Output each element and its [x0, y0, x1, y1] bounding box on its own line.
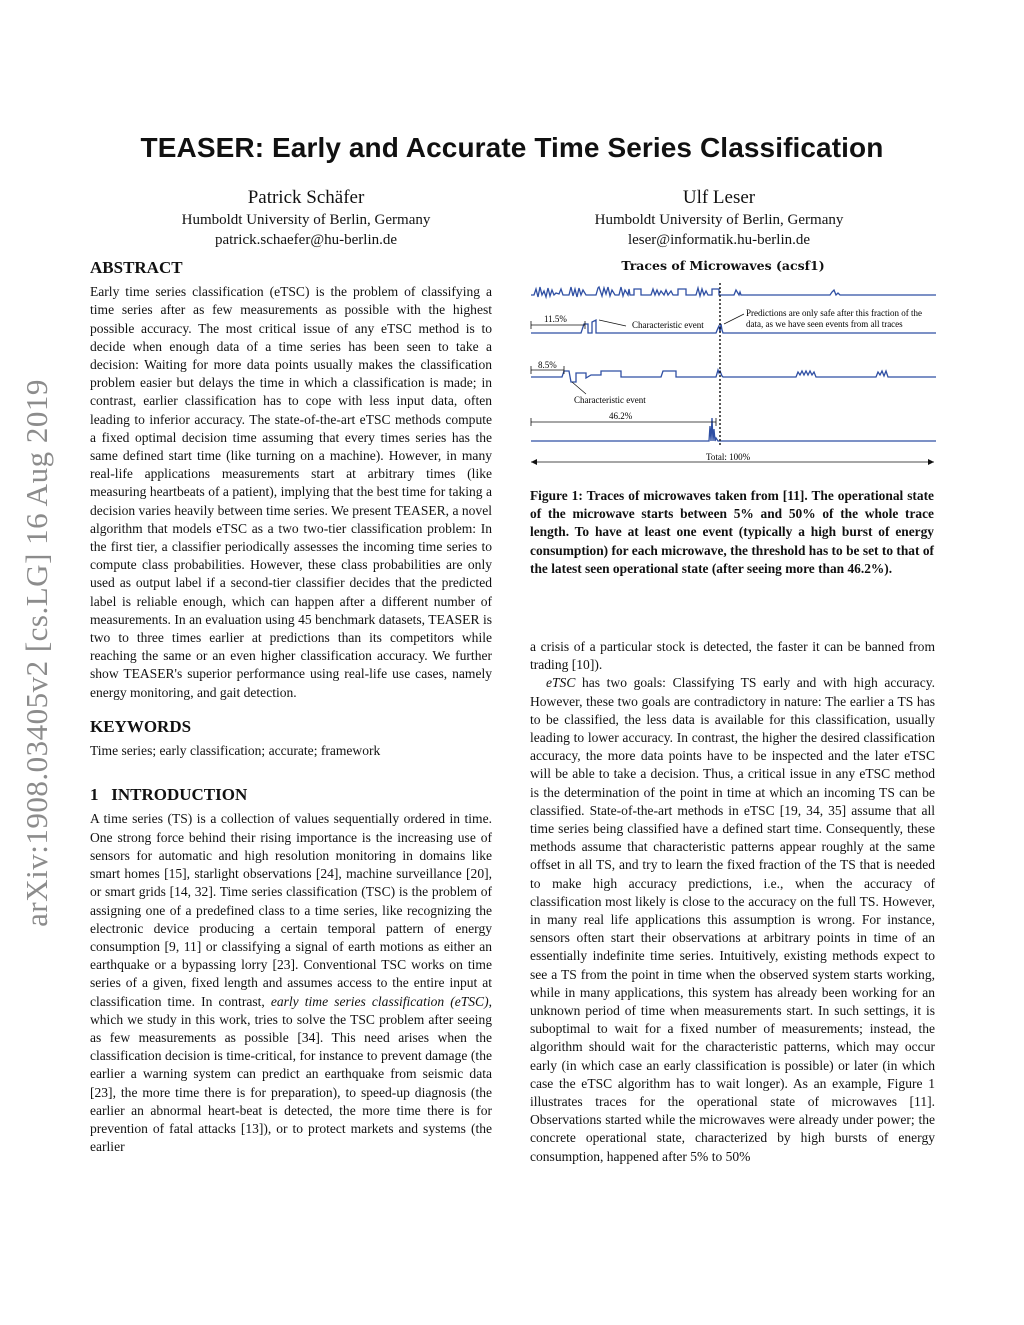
trace-3-line [531, 370, 936, 382]
arxiv-identifier: arXiv:1908.03405v2 [cs.LG] 16 Aug 2019 [19, 379, 54, 927]
char-event-arrow-1 [599, 320, 626, 326]
keywords-heading: KEYWORDS [90, 716, 192, 736]
introduction-heading: 1 INTRODUCTION [90, 785, 248, 805]
abstract-heading: ABSTRACT [90, 258, 183, 277]
trace-4-line [531, 418, 936, 441]
figure-caption: Figure 1: Traces of microwaves taken from [11]. The operational state of the microwave starts between 5% and 50% of the whole trace length. To have at least one event (typically a high burst of energy consumption) for each microwave, the threshold has to be set to that of the latest seen operational state (after seeing more than 46.2%). [530, 488, 934, 576]
char-event-arrow-2 [572, 382, 586, 394]
author-block-1 [116, 186, 496, 250]
introduction-paragraph-2 [530, 674, 935, 1165]
label-char-event-2: Characteristic event [574, 395, 646, 405]
author-block-2 [529, 186, 909, 250]
trace-1-line [531, 287, 936, 297]
intro-emphasis: early time series classification (eTSC) [270, 993, 489, 1009]
right-column [530, 638, 935, 1166]
etsc-emphasis: eTSC [546, 675, 576, 691]
arrow-left [531, 459, 537, 465]
author-affiliation: Humboldt University of Berlin, Germany [181, 212, 431, 228]
arrow-right [928, 459, 934, 465]
author-name: Patrick Schäfer [247, 187, 365, 208]
author-affiliation: Humboldt University of Berlin, Germany [594, 212, 844, 228]
introduction-paragraph-1 [90, 810, 492, 1156]
label-prediction-line2: data, as we have seen events from all traces [746, 319, 903, 329]
label-11-5: 11.5% [544, 314, 567, 324]
label-prediction-line1: Predictions are only safe after this fraction of the [746, 308, 922, 318]
author-email: patrick.schaefer@hu-berlin.de [214, 232, 398, 248]
left-column [90, 259, 492, 1156]
author-email: leser@informatik.hu-berlin.de [627, 232, 811, 248]
intro-text-part: , which we study in this work, tries to solve the TSC problem after seeing as few measurements as possible [34]. This need arises when the classification decision is time-critical, for instance to prevent damage (the earlier a warning system can predict an earthquake from seismic data [23], the more time there is for preparation), to speed-up diagnosis (the earlier an abnormal heart-beat is detected, the more time there is for prevention of fatal attacks [13]), or to protect markets and systems (the earlier [90, 993, 492, 1155]
introduction-paragraph-1-cont: a crisis of a particular stock is detected, the faster it can be banned from trading [10]). [530, 639, 935, 673]
abstract-text: Early time series classification (eTSC) is the problem of classifying a time series after as few measurements as possible with the highest possible accuracy. The most critical issue of any eTSC method is to decide when enough data of a time series has been seen to take a decision: Waiting for more data points usually makes the classification problem easier but delays the time in which a classification is made; in contrast, earlier classification has to cope with less input data, often leading to inferior accuracy. The state-of-the-art eTSC methods compute a fixed optimal decision time assuming that every times series has the same defined start time (like turning on a machine). However, in many real-life applications measurements start at arbitrary times (like measuring heartbeats of a patient), implying that the best time for taking a decision varies heavily between time series. We present TEASER, a novel algorithm that models eTSC as a two two-tier classification problem: In the first tier, a classifier periodically assesses the incoming time series to compute class probabilities. However, these class probabilities are only used as output label if a second-tier classifier decides that the predicted label is reliable enough, which can happen after a different number of measurements. In an evaluation using 45 benchmark datasets, TEASER is two to three times earlier at predictions than its competitors while reaching the same or an even higher classification accuracy. We further show TEASER's superior performance using real-life use cases, namely energy monitoring, and gait detection. [90, 284, 492, 700]
label-8-5: 8.5% [538, 360, 557, 370]
figure-title: Traces of Microwaves (acsf1) [621, 258, 825, 273]
label-char-event-1: Characteristic event [632, 320, 704, 330]
keywords-text: Time series; early classification; accurate; framework [90, 743, 381, 759]
label-total: Total: 100% [706, 452, 751, 462]
prediction-arrow [724, 314, 744, 324]
intro-text-part: A time series (TS) is a collection of values sequentially ordered in time. One strong force behind their rising importance is the increasing use of sensors for automatic and high resolution monitoring in domains like smart homes [15], starlight observations [24], machine surveillance [20], or smart grids [14, 32]. Time series classification (TSC) is the problem of assigning one of a predefined class to a time series, like recognizing the electronic device producing a certain temporal pattern of energy consumption [9, 11] or classifying a signal of earth motions as either an earthquake or a bypassing lorry [23]. Conventional TSC works on time series of a given, fixed length and assumes access to the entire input at classification time. In contrast, [90, 811, 492, 1009]
label-46-2: 46.2% [609, 411, 633, 421]
figure-1-traces [526, 278, 938, 468]
paper-title: TEASER: Early and Accurate Time Series Classification [140, 132, 884, 163]
author-name: Ulf Leser [682, 187, 756, 208]
intro-text-part: has two goals: Classifying TS early and with high accuracy. However, these two goals are contradictory in nature: The earlier a TS has to be classified, the less data is available for this classification, usually leading to lower accuracy. In contrast, the higher the desired classification accuracy, the more data points have to be inspected and the later eTSC will be able to take a decision. Thus, a critical issue in any eTSC method is the determination of the point in time at which an incoming TS can be classified. State-of-the-art methods in eTSC [19, 34, 35] assume that all time series being classified have a defined start time. Consequently, these methods assume that characteristic patterns appear roughly at the same offset in all TS, and try to learn the fixed fraction of the TS that is needed to make high accuracy predictions, i.e., when the accuracy of classification most likely is close to the accuracy on the full TS. However, in many real life applications this assumption is wrong. For instance, sensors often start their observations at arbitrary points in time of an essentially indefinite time series. Intuitively, existing methods expect to see a TS from the point in time when the observed system starts working, while in many applications, this system has already been working for an unknown period of time when measurements start. In such settings, it is suboptimal to wait for a fixed number of measurements; instead, the algorithm should wait for the characteristic patterns, which may occur early (in which case an early classification is possible) or later (in which case the eTSC algorithm has to wait longer). As an example, Figure 1 illustrates traces for the operational state of microwaves [11]. Observations started while the microwaves were already under power; the concrete operational state, characterized by high bursts of energy consumption, happened after 5% to 50% [530, 675, 935, 1164]
